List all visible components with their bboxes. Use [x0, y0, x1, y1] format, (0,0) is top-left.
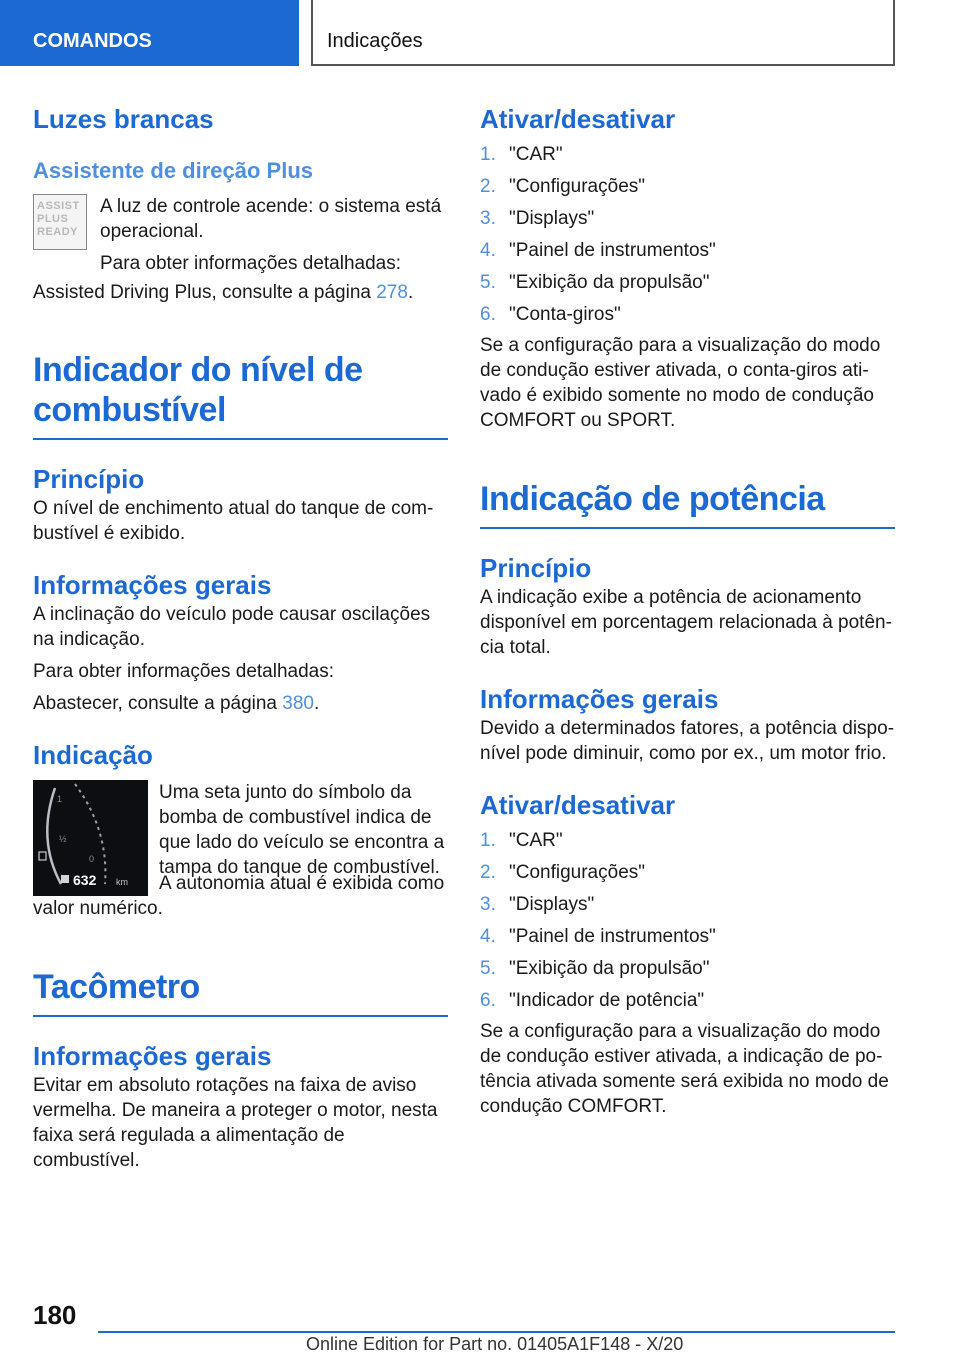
power-principle-text: A indicação exibe a potência de acionamento disponível em porcentagem relacionada à potência total.	[480, 587, 892, 658]
tacho-mode-note: Se a configuração para a visualização do modo de condução estiver ativada, o conta-giros ativado é exibido somente no modo de condução COMFORT ou SPORT.	[480, 335, 881, 431]
heading-power-principle: Princípio	[480, 553, 592, 583]
list-item: 3. "Displays"	[480, 208, 595, 229]
gauge-mark-full: 1	[57, 794, 63, 804]
range-unit: km	[116, 877, 128, 887]
heading-fuel-principle: Princípio	[33, 464, 145, 494]
heading-activate-power: Ativar/desativar	[480, 790, 676, 820]
list-item: 2. "Configurações"	[480, 862, 646, 883]
footer-divider	[98, 1331, 895, 1333]
heading-tachometer: Tacômetro	[33, 967, 448, 1017]
page-link-278[interactable]: 278	[376, 282, 408, 303]
assist-detail-label: Para obter informações detalhadas:	[100, 253, 402, 274]
heading-assist-plus: Assistente de direção Plus	[33, 158, 313, 183]
power-mode-note: Se a configuração para a visualização do modo de condução estiver ativada, a indicação de potência ativada somente será exibida no modo de condução COMFORT.	[480, 1021, 889, 1117]
assist-ready-icon: ASSIST PLUS READY	[33, 194, 87, 250]
heading-activate-tacho: Ativar/desativar	[480, 104, 676, 134]
list-item: 1. "CAR"	[480, 830, 563, 851]
heading-tacho-general: Informações gerais	[33, 1041, 272, 1071]
fuel-detail-label: Para obter informações detalhadas:	[33, 661, 335, 682]
page-link-380[interactable]: 380	[282, 693, 314, 714]
refuel-reference: Abastecer, consulte a página 380.	[33, 693, 320, 714]
gauge-mark-empty: 0	[89, 854, 95, 864]
assist-block	[33, 194, 448, 276]
heading-power-display: Indicação de potência	[480, 479, 895, 529]
power-steps-list	[480, 828, 895, 1013]
list-item: 5. "Exibição da propulsão"	[480, 958, 710, 979]
list-item: 1. "CAR"	[480, 144, 563, 165]
list-item: 3. "Displays"	[480, 894, 595, 915]
heading-fuel-display: Indicação	[33, 740, 153, 770]
list-item: 2. "Configurações"	[480, 176, 646, 197]
tacho-steps-list	[480, 142, 895, 327]
list-item: 6. "Indicador de potência"	[480, 990, 705, 1011]
heading-fuel-gauge: Indicador do nível de combustível	[33, 350, 448, 440]
fuel-principle-text: O nível de enchimento atual do tanque de combustível é exibido.	[33, 498, 434, 544]
gauge-mark-half: ½	[59, 834, 67, 844]
assist-reference: Assisted Driving Plus, consulte a página 278.	[33, 282, 414, 303]
power-general-text: Devido a determinados fatores, a potência disponível pode diminuir, como por ex., um motor frio.	[480, 718, 895, 764]
left-column	[33, 100, 448, 1173]
fuel-pump-icon	[39, 852, 46, 860]
fuel-gauge-image	[33, 780, 148, 896]
right-column	[480, 100, 895, 1119]
fuel-display-text: Uma seta junto do símbolo da bomba de combustível indica de que lado do veículo se encontra a tampa do tanque de combustível.	[159, 782, 445, 878]
page-number: 180	[33, 1300, 77, 1330]
fuel-range-text: A autonomia atual é exibida como valor numérico.	[33, 873, 445, 919]
list-item: 4. "Painel de instrumentos"	[480, 240, 716, 261]
heading-white-lights: Luzes brancas	[33, 104, 214, 134]
range-value: 632	[73, 872, 97, 888]
fuel-pump-small-icon	[61, 875, 69, 883]
section-tab: COMANDOS	[0, 0, 299, 66]
fuel-gauge-graphic	[33, 780, 148, 896]
tacho-general-text: Evitar em absoluto rotações na faixa de aviso vermelha. De maneira a proteger o motor, nesta faixa será regulada a alimentação de combustível.	[33, 1075, 438, 1171]
list-item: 4. "Painel de instrumentos"	[480, 926, 716, 947]
page-header-title: Indicações	[311, 0, 895, 66]
heading-power-general: Informações gerais	[480, 684, 719, 714]
list-item: 6. "Conta-giros"	[480, 304, 621, 325]
fuel-general-text: A inclinação do veículo pode causar oscilações na indicação.	[33, 604, 431, 650]
assist-status-text: A luz de controle acende: o sistema está operacional.	[100, 196, 442, 242]
gauge-arc-outer	[75, 784, 105, 884]
heading-fuel-general: Informações gerais	[33, 570, 272, 600]
list-item: 5. "Exibição da propulsão"	[480, 272, 710, 293]
edition-note: Online Edition for Part no. 01405A1F148 - X/20	[306, 1334, 684, 1354]
